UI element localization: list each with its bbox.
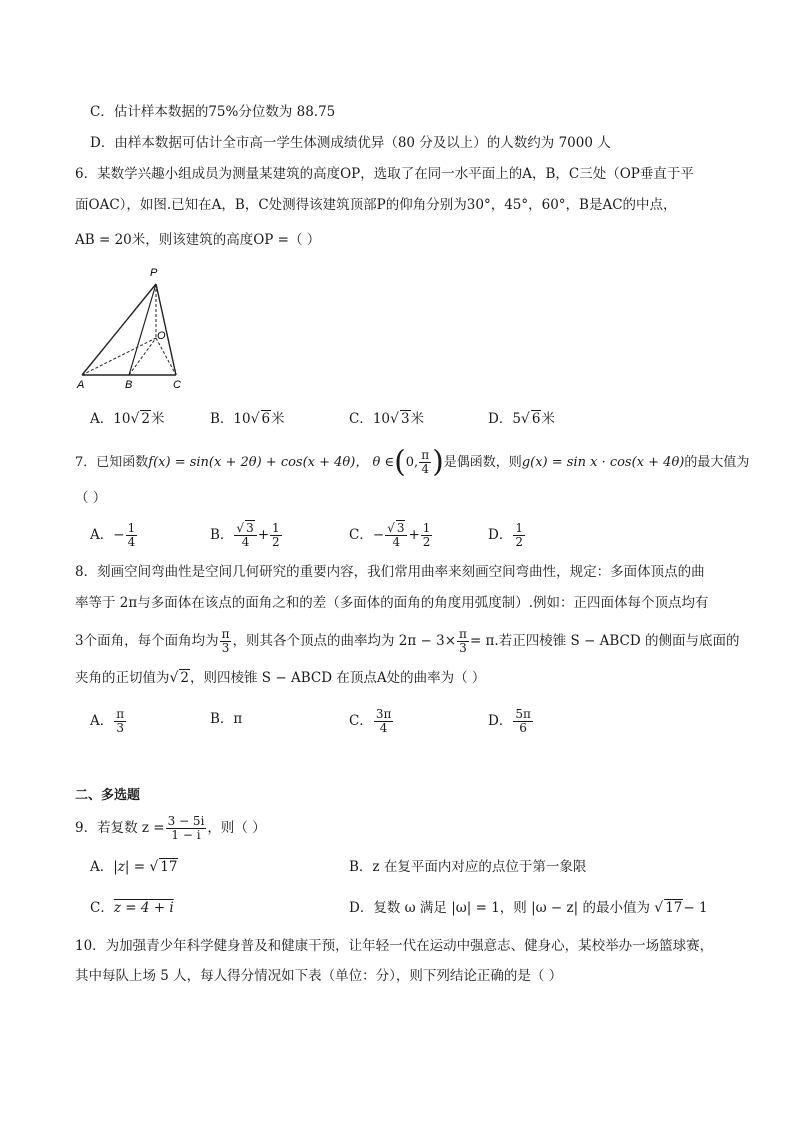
label-c: C (173, 379, 181, 391)
q6-option-c: C．10√ 3米 (349, 411, 425, 427)
q6-stem-line1: 6．某数学兴趣小组成员为测量某建筑的高度OP，选取了在同一水平面上的A，B，C三处（OP垂直于平 (75, 166, 694, 182)
q6-option-d: D．5√ 6米 (488, 411, 555, 427)
label-o: O (157, 330, 166, 342)
q10-stem-line1: 10．为加强青少年科学健身普及和健康干预，让年轻一代在运动中强意志、健身心，某校举办一场篮球赛， (75, 938, 714, 954)
q5-option-c: C．估计样本数据的75%分位数为 88.75 (90, 104, 336, 120)
q8-option-c: C． $\frac{3\pi}{4}$ (349, 707, 392, 735)
label-p: P (150, 267, 158, 279)
q9-option-d: D．复数 ω 满足 |ω| = 1，则 |ω − z| 的最小值为 √ 17− 1 (349, 900, 708, 916)
q6-option-a: A．10√ 2米 (90, 411, 165, 427)
label-a: A (77, 379, 85, 391)
q10-stem-line2: 其中每队上场 5 人，每人得分情况如下表（单位：分），则下列结论正确的是（ ） (75, 968, 563, 984)
q9-option-a: A．|z| = √ 17 (90, 859, 178, 875)
q9-stem: 9．若复数 z = $\frac{3 - 5i}{1 - i}$ ，则（ ） (75, 814, 266, 842)
q8-stem-line3: 3个面角，每个面角均为 $\frac{\pi}{3}$ ，则其各个顶点的曲率均为 2π − 3× $\frac{\pi}{3}$ = π.若正四棱锥 S − ABCD 的侧面与底面的 (75, 627, 740, 655)
q7-option-d: D． $\frac{1}{2}$ (488, 521, 523, 549)
q7-answer-paren: （ ） (75, 490, 107, 506)
q9-option-b: B．z 在复平面内对应的点位于第一象限 (349, 859, 587, 875)
section-title-multiple-choice: 二、多选题 (75, 787, 141, 802)
q8-stem-line1: 8．刻画空间弯曲性是空间几何研究的重要内容，我们常用曲率来刻画空间弯曲性，规定：多面体顶点的曲 (75, 564, 705, 580)
q6-stem-line2: 面OAC），如图.已知在A，B，C处测得该建筑顶部P的仰角分别为30°，45°，60°，B是AC的中点， (75, 197, 677, 213)
q8-stem-line2: 率等于 2π与多面体在该点的面角之和的差（多面体的面角的角度用弧度制）.例如：正四面体每个顶点均有 (75, 595, 709, 611)
q7-option-c: C．− $\frac{√ 3}{4}$ + $\frac{1}{2}$ (349, 521, 431, 549)
q8-option-d: D． $\frac{5\pi}{6}$ (488, 707, 531, 735)
q6-option-b: B．10√ 6米 (210, 411, 285, 427)
q7-stem-line1: 7．已知函数f(x) = sin(x + 2θ) + cos(x + 4θ)， θ ∈(0, $\frac{\pi}{4}$ )是偶函数，则g(x) = sin x · cos(x + 4θ)的最大值为 (75, 444, 750, 480)
label-b: B (125, 379, 133, 391)
q7-option-b: B． $\frac{√ 3}{4}$ + $\frac{1}{2}$ (210, 521, 280, 549)
q9-option-c: C．z = 4 + i (90, 900, 174, 916)
q8-option-a: A． $\frac{\pi}{3}$ (90, 707, 125, 735)
q8-option-b: B．π (210, 711, 243, 727)
q8-stem-line4: 夹角的正切值为√ 2，则四棱锥 S − ABCD 在顶点A处的曲率为（ ） (75, 670, 486, 686)
q5-option-d: D．由样本数据可估计全市高一学生体测成绩优异（80 分及以上）的人数约为 7000 人 (90, 135, 611, 151)
q6-pyramid-figure (74, 262, 194, 392)
q7-option-a: A．− $\frac{1}{4}$ (90, 521, 136, 549)
q6-stem-line3: AB = 20米，则该建筑的高度OP =（ ） (75, 232, 321, 248)
